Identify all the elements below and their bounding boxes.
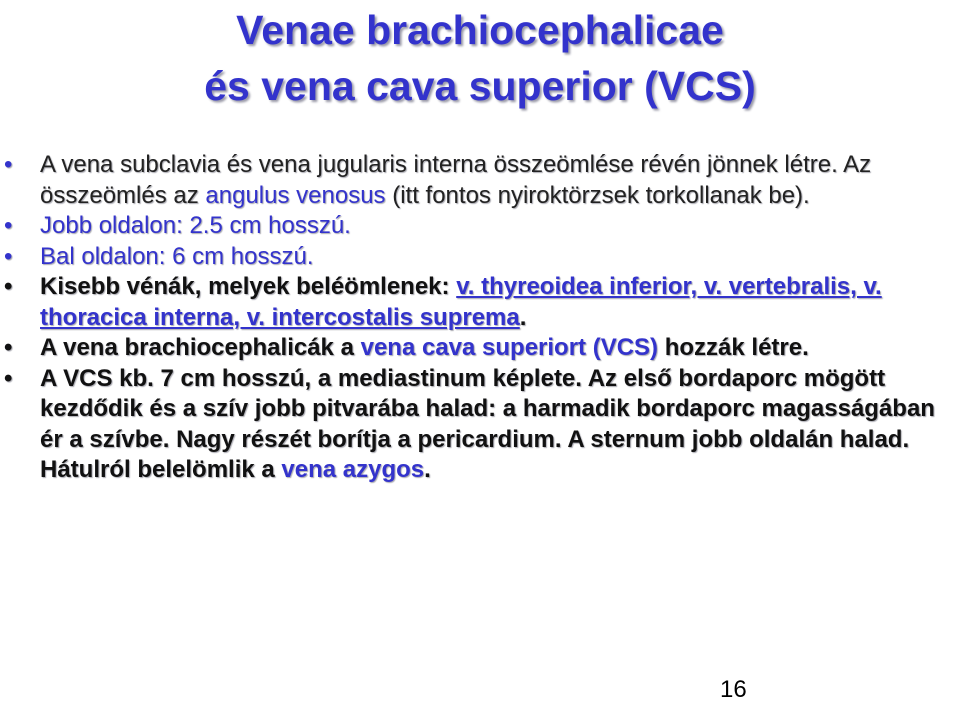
bullet-dot-icon: •: [4, 334, 13, 361]
bullet-text-segment: Jobb oldalon: 2.5 cm hosszú.: [40, 212, 351, 239]
bullet-text-segment: Kisebb vénák, melyek beléömlenek:: [40, 273, 457, 300]
bullet-dot-icon: •: [4, 242, 13, 270]
bullet-item: [0, 333, 960, 364]
bullet-text-segment: Bal oldalon: 6 cm hosszú.: [40, 242, 314, 270]
bullet-dot-icon: •: [4, 273, 13, 300]
bullet-item: [0, 150, 960, 211]
bullet-item: [0, 211, 960, 242]
slide-title-line-1: Venae brachiocephalicae: [236, 7, 724, 53]
bullet-list: [0, 150, 960, 486]
bullet-text-segment: angulus venosus: [205, 181, 386, 209]
bullet-text-segment: .: [424, 456, 431, 483]
bullet-text-segment: A vena subclavia és vena jugularis interna összeömlése révén jönnek létre. Az összeömlés az: [40, 151, 872, 209]
bullet-item: [0, 242, 960, 273]
bullet-item: [0, 272, 960, 333]
slide-title: [0, 2, 960, 114]
bullet-text-segment: (itt fontos nyiroktörzsek torkollanak be).: [385, 181, 810, 209]
bullet-dot-icon: •: [4, 212, 13, 239]
bullet-dot-icon: •: [4, 364, 13, 392]
bullet-dot-icon: •: [4, 151, 13, 178]
slide-title-line-2: és vena cava superior (VCS): [204, 63, 756, 109]
bullet-item: [0, 364, 960, 486]
bullet-text-segment: vena cava superiort (VCS): [360, 334, 659, 361]
bullet-text-segment: A vena brachiocephalicák a: [40, 334, 361, 361]
bullet-text-segment: hozzák létre.: [658, 334, 809, 361]
bullet-text-segment: A VCS kb. 7 cm hosszú, a mediastinum képlete. Az első bordaporc mögött kezdődik és a szív jobb pitvarába halad: a harmadik bordaporc magasságában ér a szívbe. Nagy részét borítja a pericardium. A sternum jobb oldalán halad. Hátulról belelömlik a: [40, 364, 935, 483]
bullet-text-segment: .: [519, 303, 527, 331]
bullet-text-segment: vena azygos: [281, 456, 425, 483]
bullet-text-segment: v. thyreoidea inferior, v. vertebralis, v. thoracica interna, v. intercostalis suprema: [40, 273, 882, 331]
page-number: 16: [720, 676, 747, 703]
